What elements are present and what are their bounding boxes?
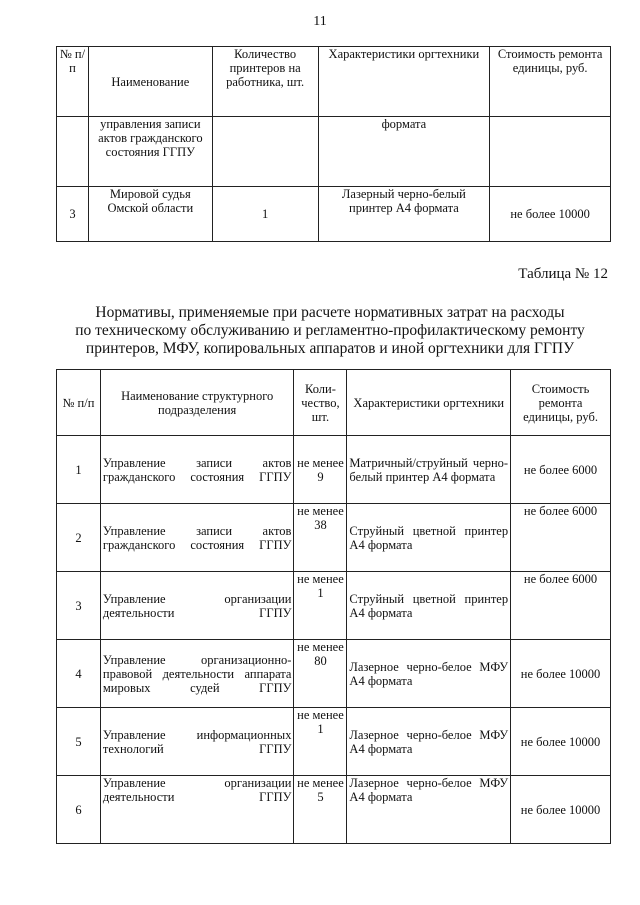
row-cost: не более 6000	[511, 436, 611, 504]
quantity-value: 80	[314, 654, 327, 668]
quantity-prefix: не менее	[297, 776, 344, 790]
row-cost	[490, 117, 611, 187]
row-number: 3	[57, 187, 89, 242]
row-quantity: 1	[212, 187, 318, 242]
quantity-value: 9	[317, 469, 324, 484]
row-department: Управление записи актов гражданского состояния ГГПУ	[100, 504, 294, 572]
row-specs: формата	[318, 117, 490, 187]
table-continuation	[56, 46, 611, 242]
page-number: 11	[313, 14, 327, 29]
header-name: Наименование	[88, 47, 212, 117]
row-cost: не более 6000	[511, 504, 611, 572]
quantity-value: 1	[317, 586, 324, 600]
quantity-prefix: не менее	[297, 708, 344, 722]
row-specs: Лазерное черно-белое МФУ А4 формата	[347, 708, 511, 776]
row-cost: не более 10000	[490, 187, 611, 242]
table-row	[57, 776, 611, 844]
row-cost: не более 10000	[511, 640, 611, 708]
table-row	[57, 187, 611, 242]
header-department: Наименование структурного подразделения	[100, 370, 294, 436]
header-specs: Характеристики оргтехники	[347, 370, 511, 436]
row-specs: Лазерное черно-белое МФУ А4 формата	[347, 776, 511, 844]
quantity-value: 38	[314, 518, 327, 532]
row-number: 4	[57, 640, 101, 708]
row-cost: не более 10000	[511, 708, 611, 776]
row-quantity	[294, 436, 347, 504]
row-quantity	[212, 117, 318, 187]
row-department: Управление организации деятельности ГГПУ	[100, 776, 294, 844]
title-line: принтеров, МФУ, копировальных аппаратов и иной оргтехники для ГГПУ	[85, 340, 575, 357]
row-number: 2	[57, 504, 101, 572]
row-specs: Матричный/струйный черно-белый принтер А4 формата	[347, 436, 511, 504]
table-row	[57, 436, 611, 504]
table-header-row	[57, 47, 611, 117]
header-cost: Стоимость ремонта единицы, руб.	[490, 47, 611, 117]
row-quantity	[294, 572, 347, 640]
row-department: Управление информационных технологий ГГПУ	[100, 708, 294, 776]
quantity-value: 1	[317, 722, 324, 736]
quantity-prefix: не менее	[297, 455, 344, 470]
title-line: Нормативы, применяемые при расчете нормативных затрат на расходы	[95, 304, 565, 321]
row-number: 5	[57, 708, 101, 776]
row-name: управления записи актов гражданского состояния ГГПУ	[88, 117, 212, 187]
quantity-prefix: не менее	[297, 572, 344, 586]
row-number: 6	[57, 776, 101, 844]
table-caption: Таблица № 12	[518, 266, 608, 282]
header-cost: Стоимость ремонта единицы, руб.	[511, 370, 611, 436]
row-specs: Струйный цветной принтер А4 формата	[347, 504, 511, 572]
row-cost: не более 6000	[511, 572, 611, 640]
row-quantity	[294, 504, 347, 572]
row-number	[57, 117, 89, 187]
row-name: Мировой судья Омской области	[88, 187, 212, 242]
norms-table	[56, 369, 611, 844]
table-row	[57, 572, 611, 640]
row-department: Управление организационно-правовой деятельности аппарата мировых судей ГГПУ	[100, 640, 294, 708]
row-specs: Струйный цветной принтер А4 формата	[347, 572, 511, 640]
header-number: № п/п	[57, 370, 101, 436]
table-row	[57, 640, 611, 708]
row-cost: не более 10000	[511, 776, 611, 844]
row-number: 1	[57, 436, 101, 504]
header-quantity: Количество принтеров на работника, шт.	[212, 47, 318, 117]
row-specs: Лазерное черно-белое МФУ А4 формата	[347, 640, 511, 708]
header-quantity: Коли-чество, шт.	[294, 370, 347, 436]
header-number: № п/п	[57, 47, 89, 117]
section-title	[40, 304, 620, 358]
row-quantity	[294, 640, 347, 708]
quantity-prefix: не менее	[297, 640, 344, 654]
header-specs: Характеристики оргтехники	[318, 47, 490, 117]
title-line: по техническому обслуживанию и регламентно-профилактическому ремонту	[75, 322, 585, 339]
row-department: Управление записи актов гражданского состояния ГГПУ	[100, 436, 294, 504]
quantity-prefix: не менее	[297, 504, 344, 518]
table-row	[57, 708, 611, 776]
row-quantity	[294, 776, 347, 844]
row-specs: Лазерный черно-белый принтер А4 формата	[318, 187, 490, 242]
row-quantity	[294, 708, 347, 776]
table-row	[57, 117, 611, 187]
row-number: 3	[57, 572, 101, 640]
quantity-value: 5	[317, 790, 324, 804]
row-department: Управление организации деятельности ГГПУ	[100, 572, 294, 640]
table-row	[57, 504, 611, 572]
table-header-row	[57, 370, 611, 436]
